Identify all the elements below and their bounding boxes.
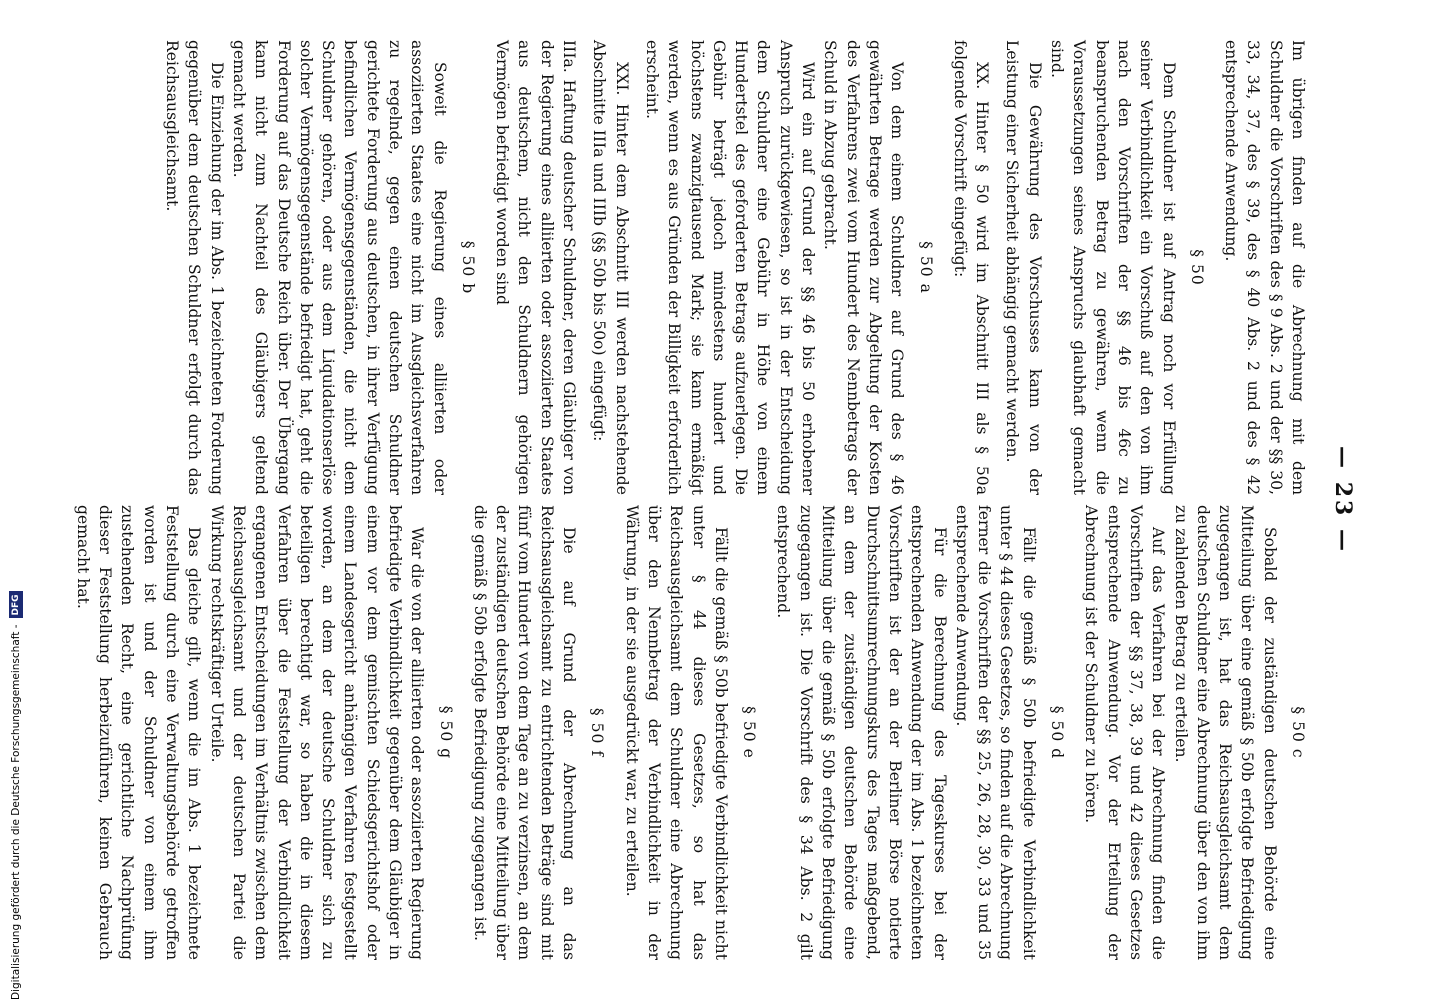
section-50c-paragraph-2: Auf das Verfahren bei der Abrechnung finden die Vorschriften der §§ 37, 38, 39 und 42 dieses Gesetzes entsprechende Anwendung. Vor der Erteilung der Abrechnung ist der Schuldner zu hören. <box>1082 505 1168 960</box>
section-50d-paragraph-2: Für die Berechnung des Tageskurses bei der entsprechenden Anwendung der im Abs. 1 bezeichneten Vorschriften ist der an der Berliner Börse notierte Durchschnittsumrechnungskurs des Tages maßgebend, an dem der zuständigen deutschen Behörde eine Mitteilung über die gemäß § 50b erfolgte Befriedigung zugegangen ist. Die Vorschrift des § 34 Abs. 2 gilt entsprechend. <box>774 505 949 960</box>
section-heading-50e: § 50 e <box>740 706 759 759</box>
digitization-credit <box>4 0 28 1000</box>
credit-text: Digitalisierung gefördert durch die Deutsche Forschungsgemeinschaft - <box>10 624 22 1000</box>
section-50b-paragraph-2: Die Einziehung der im Abs. 1 bezeichneten Forderung gegenüber dem deutschen Schuldner erfolgt durch das Reichsausgleichsamt. <box>163 40 226 495</box>
page-number: — 23 — <box>1330 446 1356 554</box>
intro-paragraph: Im übrigen finden auf die Abrechnung mit dem Schuldner die Vorschriften des § 9 Abs. 2 und der §§ 30, 33, 34, 37, des § 39, des § 40 Abs. 2 und des § 42 entsprechende Anwendung. <box>1222 40 1307 495</box>
section-heading-50b: § 50 b <box>458 240 477 295</box>
section-heading-50c: § 50 c <box>1289 706 1307 759</box>
section-heading-50a: § 50 a <box>916 241 935 294</box>
section-50d-paragraph-1: Fällt die gemäß § 50b befriedigte Verbindlichkeit unter § 44 dieses Gesetzes, so finden auf die Abrechnung ferner die Vorschriften der §§ 25, 26, 28, 30, 33 und 35 entsprechende Anwendung. <box>952 505 1038 960</box>
section-heading-50g: § 50 g <box>436 705 455 760</box>
section-50c-paragraph-1: Sobald der zuständigen deutschen Behörde eine Mitteilung über eine gemäß § 50b erfolgte Befriedigung zugegangen ist, hat das Reichsausgleichsamt dem deutschen Schuldner eine Abrechnung über den von ihm zu zahlenden Betrag zu erteilen. <box>1171 505 1279 960</box>
section-heading-50f: § 50 f <box>588 707 607 758</box>
section-50-paragraph-1: Dem Schuldner ist auf Antrag noch vor Erfüllung seiner Verbindlichkeit ein Vorschuß auf den von ihm nach den Vorschriften der §§ 46 bis 46c zu beanspruchenden Betrag zu gewähren, wenn die Voraussetzungen seines Anspruchs glaubhaft gemacht sind. <box>1048 40 1178 495</box>
section-50g-paragraph-2: Das gleiche gilt, wenn die im Abs. 1 bezeichnete Feststellung durch eine Verwaltungsbehörde getroffen worden ist und der Schuldner von einem ihm zustehenden Recht, eine gerichtliche Nachprüfung dieser Feststellung herbeizuführen, keinen Gebrauch gemacht hat. <box>73 505 204 960</box>
section-50b-paragraph-1: Soweit die Regierung eines alliierten oder assoziierten Staates eine nicht im Ausgleichsverfahren zu regelnde, gegen einen deutschen Schuldner gerichtete Forderung aus deutschen, in ihrer Verfügung befindlichen Vermögensgegenständen, die nicht dem Schuldner gehören, oder aus dem Liquidationserlöse solcher Vermögensgegenstände befriedigt hat, geht die Forderung auf das Deutsche Reich über. Der Übergang kann nicht zum Nachteil des Gläubigers geltend gemacht werden. <box>229 40 449 495</box>
section-50g-paragraph-1: War die von der alliierten oder assoziierten Regierung befriedigte Verbindlichkeit gegenüber dem Gläubiger in einem vor dem gemischten Schiedsgerichtshof oder einem Landesgericht anhängigen Verfahren festgestellt worden, an dem der deutsche Schuldner sich zu beteiligen berechtigt war, so haben die in diesem Verfahren über die Feststellung der Verbindlichkeit ergangenen Entscheidungen im Verhältnis zwischen dem Reichsausgleichsamt und der deutschen Partei die Wirkung rechtskräftiger Urteile. <box>207 505 427 960</box>
left-column <box>161 40 1309 495</box>
right-column <box>72 505 1309 960</box>
dfg-logo: DFG <box>9 591 23 618</box>
article-xxi-paragraph: XXI. Hinter dem Abschnitt III werden nachstehende Abschnitte IIIa und IIIb (§§ 50b bis 50o) eingefügt: <box>590 40 631 495</box>
section-50e-paragraph-1: Fällt die gemäß § 50b befriedigte Verbindlichkeit nicht unter § 44 dieses Gesetzes, so hat das Reichsausgleichsamt dem Schuldner eine Abrechnung über den Nennbetrag der Verbindlichkeit in der Währung, in der sie ausgedrückt war, zu erteilen. <box>622 505 730 960</box>
section-50a-paragraph-1: Von dem einem Schuldner auf Grund des § 46 gewährten Betrage werden zur Abgeltung der Kosten des Verfahrens zwei vom Hundert des Nennbetrags der Schuld in Abzug gebracht. <box>821 40 907 495</box>
section-heading-50d: § 50 d <box>1048 705 1067 760</box>
section-50a-paragraph-2: Wird ein auf Grund der §§ 46 bis 50 erhobener Anspruch zurückgewiesen, so ist in der Entscheidung dem Schuldner eine Gebühr in Höhe von einem Hundertstel des geforderten Betrags aufzuerlegen. Die Gebühr beträgt jedoch mindestens hundert und höchstens zwanzigtausend Mark; sie kann ermäßigt werden, wenn es aus Gründen der Billigkeit erforderlich erscheint. <box>642 40 818 495</box>
article-xx-paragraph: XX. Hinter § 50 wird im Abschnitt III als § 50a folgende Vorschrift eingefügt: <box>950 40 992 495</box>
chapter-iiia-title: IIIa. Haftung deutscher Schuldner, deren Gläubiger von der Regierung eines alliierten oder assoziierten Staates aus deutschem, nicht den Schuldnern gehörigen Vermögen befriedigt worden sind <box>493 40 579 495</box>
section-heading-50: § 50 <box>1187 249 1206 286</box>
section-50-paragraph-2: Die Gewährung des Vorschusses kann von der Leistung einer Sicherheit abhängig gemacht werden. <box>1003 40 1044 495</box>
section-50f-paragraph-1: Die auf Grund der Abrechnung an das Reichsausgleichsamt zu entrichtenden Beträge sind mit fünf vom Hundert von dem Tage an zu verzinsen, an dem der zuständigen deutschen Behörde eine Mitteilung über die gemäß § 50b erfolgte Befriedigung zugegangen ist. <box>470 505 579 960</box>
